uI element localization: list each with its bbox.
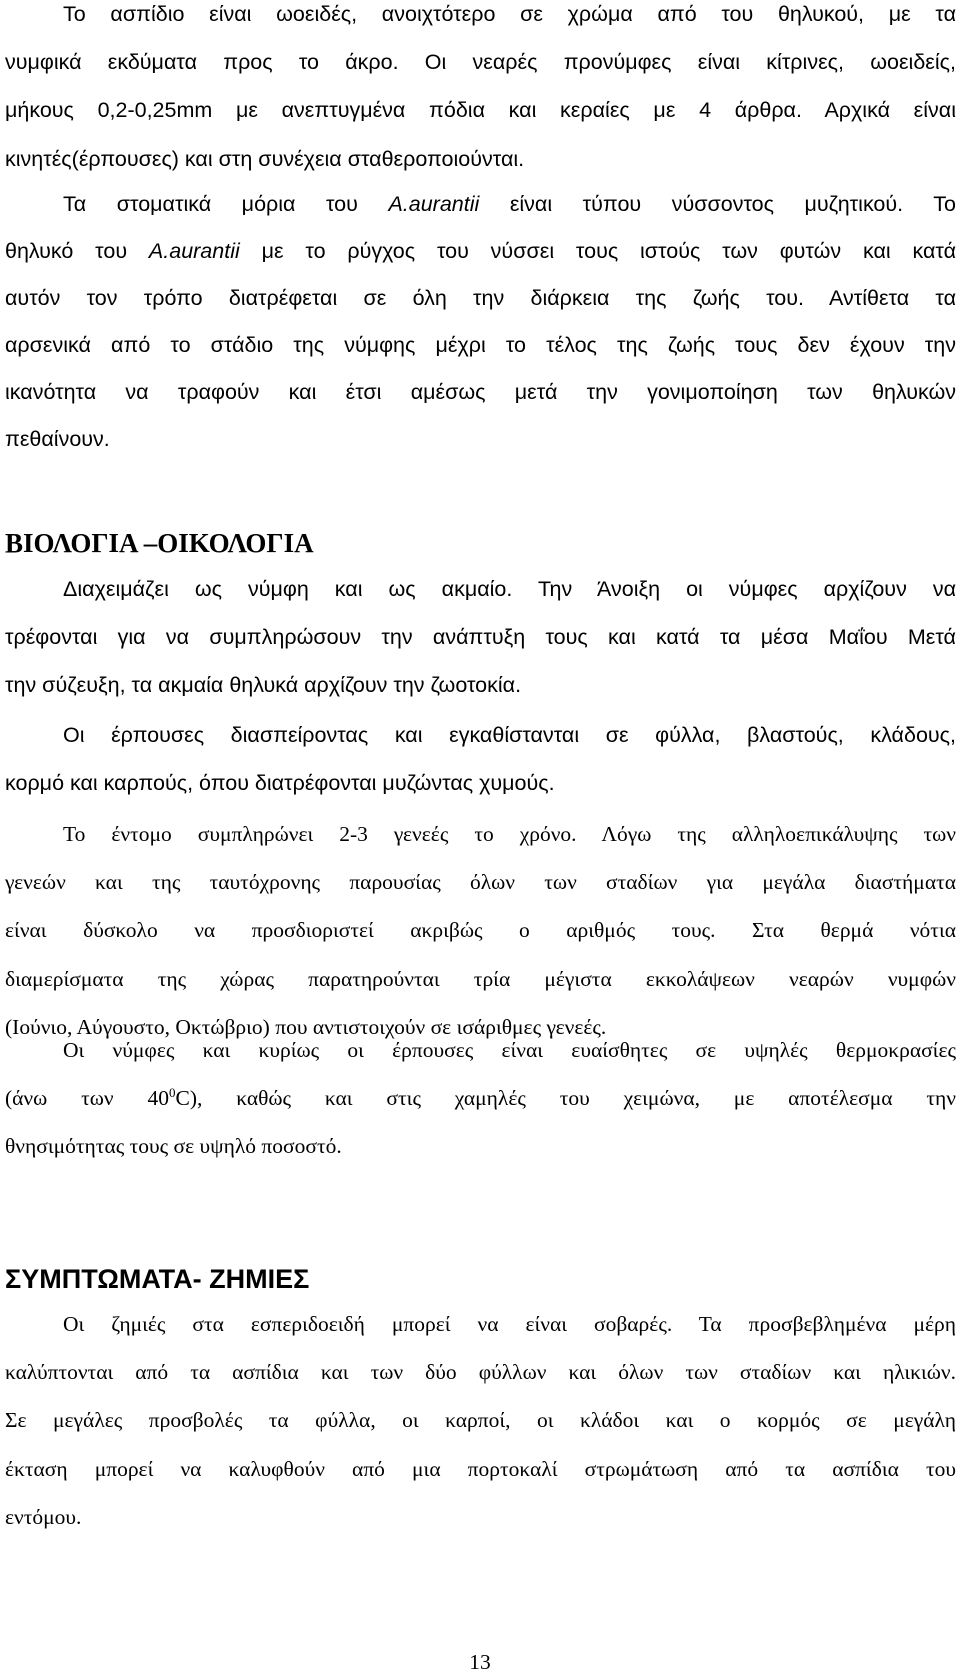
paragraph-mouthparts (5, 181, 956, 463)
paragraph-temperature (5, 1026, 956, 1171)
text-line: καλύπτονται από τα ασπίδια και των δύο φύλλων και όλων των σταδίων και ηλικιών. (5, 1360, 956, 1385)
text-line: αρσενικά από το στάδιο της νύμφης μέχρι το τέλος της ζωής τους δεν έχουν την (5, 333, 956, 357)
text-line: (Ιούνιο, Αύγουστο, Οκτώβριο) που αντιστοιχούν σε ισάριθμες γενεές. (5, 1014, 607, 1039)
text-line: Το ασπίδιο είναι ωοειδές, ανοιχτότερο σε χρώμα από του θηλυκού, με τα (63, 2, 956, 26)
text-line: μήκους 0,2-0,25mm με ανεπτυγμένα πόδια και κεραίες με 4 άρθρα. Αρχικά είναι (5, 98, 956, 123)
text-line: Σε μεγάλες προσβολές τα φύλλα, οι καρποί, οι κλάδοι και ο κορμός σε μεγάλη (5, 1408, 956, 1433)
paragraph-overwintering (5, 565, 956, 710)
text-line: Τα στοματικά μόρια του A.aurantii είναι τύπου νύσσοντος μυζητικού. Το (63, 192, 956, 216)
text-line: Οι ζημιές στα εσπεριδοειδή μπορεί να είναι σοβαρές. Τα προσβεβλημένα μέρη (63, 1312, 956, 1336)
text-line: Οι έρπουσες διασπείροντας και εγκαθίστανται σε φύλλα, βλαστούς, κλάδους, (63, 723, 956, 747)
text-line: (άνω των $40^0C$), καθώς και στις χαμηλές του χειμώνα, με αποτέλεσμα την (5, 1085, 956, 1111)
text-line: ικανότητα να τραφούν και έτσι αμέσως μετά την γονιμοποίηση των θηλυκών (5, 380, 956, 404)
text-line: θνησιμότητας τους σε υψηλό ποσοστό. (5, 1134, 342, 1159)
text-line: Το έντομο συμπληρώνει 2-3 γενεές το χρόνο. Λόγω της αλληλοεπικάλυψης των (63, 822, 956, 846)
text-line: νυμφικά εκδύματα προς το άκρο. Οι νεαρές προνύμφες είναι κίτρινες, ωοειδείς, (5, 50, 956, 75)
text-line: κινητές(έρπουσες) και στη συνέχεια σταθεροποιούνται. (5, 146, 525, 171)
text-line: θηλυκό του A.aurantii με το ρύγχος του νύσσει τους ιστούς των φυτών και κατά (5, 239, 957, 263)
paragraph-shield-description (5, 0, 956, 183)
text-line: την σύζευξη, τα ακμαία θηλυκά αρχίζουν την ζωοτοκία. (5, 673, 522, 698)
text-line: τρέφονται για να συμπληρώσουν την ανάπτυξη τους και κατά τα μέσα Μαΐου Μετά (5, 625, 956, 650)
paragraph-damage (5, 1300, 956, 1541)
text-line: διαμερίσματα της χώρας παρατηρούνται τρία μέγιστα εκκολάψεων νεαρών νυμφών (5, 966, 956, 991)
text-line: κορμό και καρπούς, όπου διατρέφονται μυζώντας χυμούς. (5, 771, 555, 796)
page-number: 13 (469, 1650, 491, 1674)
superscript: 0 (168, 1085, 176, 1101)
text-line: έκταση μπορεί να καλυφθούν από μια πορτοκαλί στρωμάτωση από τα ασπίδια του (5, 1456, 956, 1481)
text-line: αυτόν τον τρόπο διατρέφεται σε όλη την διάρκεια της ζωής του. Αντίθετα τα (5, 286, 956, 310)
species-name: A.aurantii (388, 192, 480, 216)
section-heading-biology: ΒΙΟΛΟΓΙΑ –ΟΙΚΟΛΟΓΙΑ (5, 528, 314, 558)
text-line: Οι νύμφες και κυρίως οι έρπουσες είναι ευαίσθητες σε υψηλές θερμοκρασίες (63, 1038, 956, 1062)
text-line: εντόμου. (5, 1504, 82, 1529)
text-line: είναι δύσκολο να προσδιοριστεί ακριβώς ο αριθμός τους. Στα θερμά νότια (5, 918, 956, 943)
section-heading-symptoms: ΣΥΜΠΤΩΜΑΤΑ- ΖΗΜΙΕΣ (5, 1264, 310, 1294)
species-name: A.aurantii (148, 239, 240, 263)
paragraph-crawlers (5, 711, 956, 807)
text-line: γενεών και της ταυτόχρονης παρουσίας όλων των σταδίων για μεγάλα διαστήματα (5, 870, 956, 895)
paragraph-generations (5, 810, 956, 1051)
text-line: Διαχειμάζει ως νύμφη και ως ακμαίο. Την Άνοιξη οι νύμφες αρχίζουν να (63, 577, 956, 601)
text-line: πεθαίνουν. (5, 427, 110, 451)
